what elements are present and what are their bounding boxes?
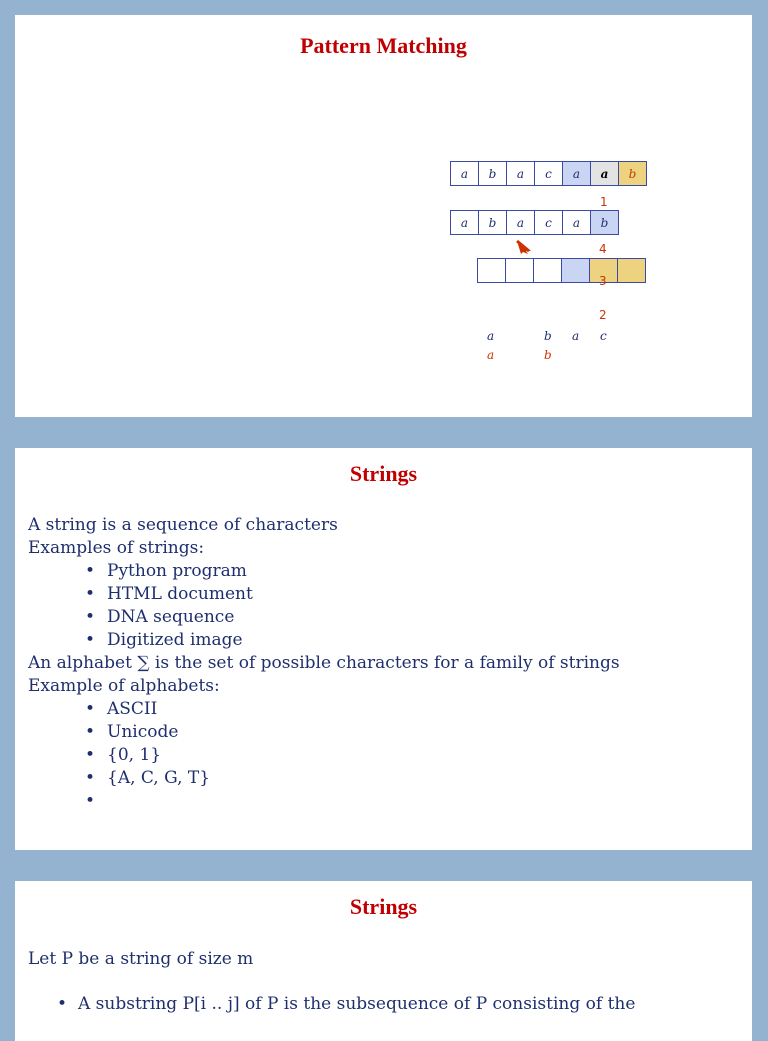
- list-item: • A substring P[i .. j] of P is the subsequence of P consisting of the: [28, 993, 635, 1016]
- sequence-letter: b: [544, 348, 552, 362]
- examples-list: [28, 560, 620, 652]
- text-cell: a: [506, 161, 535, 186]
- alphabets-list: [28, 698, 620, 813]
- body-line: Examples of strings:: [28, 538, 205, 558]
- sequence-letter: b: [544, 329, 552, 343]
- substring-list: [28, 993, 635, 1016]
- list-item: • Digitized image: [28, 629, 620, 652]
- body-line: A string is a sequence of characters: [28, 515, 338, 535]
- list-item: • HTML document: [28, 583, 620, 606]
- pattern-cell: a: [450, 210, 479, 235]
- list-item: [28, 790, 620, 813]
- sequence-letter: a: [487, 348, 495, 362]
- step-label: 2: [599, 308, 607, 322]
- slide-body: [28, 514, 620, 813]
- pattern-cell: b: [590, 210, 619, 235]
- pattern-row: [450, 210, 619, 235]
- sequence-letter: c: [600, 329, 607, 343]
- empty-row: [477, 258, 646, 283]
- slide-pattern-matching: [15, 15, 752, 417]
- text-cell: b: [618, 161, 647, 186]
- sequence-letter: a: [487, 329, 495, 343]
- slide-strings-definition: [15, 448, 752, 850]
- empty-cell: [505, 258, 534, 283]
- text-cell: a: [562, 161, 591, 186]
- arrow-icon: [515, 239, 535, 255]
- body-line: Let P be a string of size m: [28, 949, 254, 969]
- empty-cell: [561, 258, 590, 283]
- empty-cell: [477, 258, 506, 283]
- slide-title: Strings: [349, 894, 418, 919]
- pattern-cell: a: [506, 210, 535, 235]
- text-cell: c: [534, 161, 563, 186]
- body-line: Example of alphabets:: [28, 676, 220, 696]
- step-label: 1: [600, 195, 608, 209]
- slide-title: Strings: [349, 461, 418, 486]
- pattern-cell: a: [562, 210, 591, 235]
- text-cell: a: [590, 161, 619, 186]
- list-item: • Unicode: [28, 721, 620, 744]
- sequence-letter: a: [572, 329, 580, 343]
- slide-body: [28, 948, 635, 1016]
- list-item: • Python program: [28, 560, 620, 583]
- slide-title: Pattern Matching: [300, 33, 467, 58]
- list-item: • {0, 1}: [28, 744, 620, 767]
- list-item: • {A, C, G, T}: [28, 767, 620, 790]
- slide-strings-substring: [15, 881, 752, 1041]
- body-line: An alphabet ∑ is the set of possible characters for a family of strings: [28, 653, 620, 673]
- list-item: • DNA sequence: [28, 606, 620, 629]
- text-cell: b: [478, 161, 507, 186]
- pattern-cell: c: [534, 210, 563, 235]
- step-label: 4: [599, 242, 607, 256]
- pattern-cell: b: [478, 210, 507, 235]
- step-label: 3: [599, 274, 607, 288]
- empty-cell: [617, 258, 646, 283]
- text-cell: a: [450, 161, 479, 186]
- text-row: [450, 161, 647, 186]
- list-item: • ASCII: [28, 698, 620, 721]
- empty-cell: [533, 258, 562, 283]
